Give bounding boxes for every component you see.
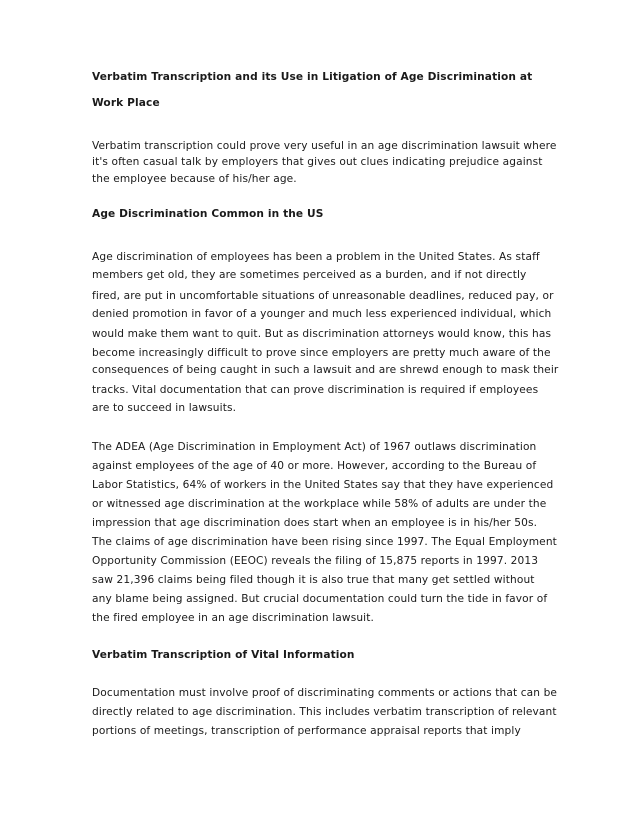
para-1-line-3: fired, are put in uncomfortable situations of unreasonable deadlines, reduced pay, or xyxy=(92,290,554,302)
para-1-line-7: consequences of being caught in such a lawsuit and are shrewd enough to mask their xyxy=(92,364,559,376)
para-1-line-9: are to succeed in lawsuits. xyxy=(92,402,237,414)
para-2-line-3: Labor Statistics, 64% of workers in the United States say that they have experienced xyxy=(92,479,554,491)
intro-line-1: Verbatim transcription could prove very useful in an age discrimination lawsuit where xyxy=(92,140,557,152)
section-heading-verbatim-transcription: Verbatim Transcription of Vital Information xyxy=(92,649,355,661)
title-line-1: Verbatim Transcription and its Use in Litigation of Age Discrimination at xyxy=(92,71,533,83)
para-2-line-10: the fired employee in an age discrimination lawsuit. xyxy=(92,612,374,624)
section-heading-age-discrimination: Age Discrimination Common in the US xyxy=(92,208,324,220)
para-1-line-1: Age discrimination of employees has been a problem in the United States. As staff xyxy=(92,251,540,263)
para-1-line-2: members get old, they are sometimes perceived as a burden, and if not directly xyxy=(92,269,527,281)
para-1-line-5: would make them want to quit. But as discrimination attorneys would know, this has xyxy=(92,328,552,340)
para-3-line-1: Documentation must involve proof of discriminating comments or actions that can be xyxy=(92,687,558,699)
para-3-line-3: portions of meetings, transcription of performance appraisal reports that imply xyxy=(92,725,521,737)
para-2-line-7: Opportunity Commission (EEOC) reveals the filing of 15,875 reports in 1997. 2013 xyxy=(92,555,539,567)
para-2-line-2: against employees of the age of 40 or more. However, according to the Bureau of xyxy=(92,460,537,472)
para-1-line-8: tracks. Vital documentation that can prove discrimination is required if employees xyxy=(92,384,539,396)
para-2-line-9: any blame being assigned. But crucial documentation could turn the tide in favor of xyxy=(92,593,548,605)
para-1-line-4: denied promotion in favor of a younger and much less experienced individual, which xyxy=(92,308,552,320)
para-2-line-1: The ADEA (Age Discrimination in Employment Act) of 1967 outlaws discrimination xyxy=(92,441,537,453)
intro-line-2: it's often casual talk by employers that gives out clues indicating prejudice against xyxy=(92,156,543,168)
title-line-2: Work Place xyxy=(92,97,160,109)
para-2-line-5: impression that age discrimination does start when an employee is in his/her 50s. xyxy=(92,517,538,529)
para-3-line-2: directly related to age discrimination. This includes verbatim transcription of relevant xyxy=(92,706,557,718)
para-2-line-4: or witnessed age discrimination at the workplace while 58% of adults are under the xyxy=(92,498,547,510)
para-1-line-6: become increasingly difficult to prove since employers are pretty much aware of the xyxy=(92,347,551,359)
para-2-line-6: The claims of age discrimination have been rising since 1997. The Equal Employment xyxy=(92,536,557,548)
intro-line-3: the employee because of his/her age. xyxy=(92,173,297,185)
para-2-line-8: saw 21,396 claims being filed though it is also true that many get settled without xyxy=(92,574,535,586)
